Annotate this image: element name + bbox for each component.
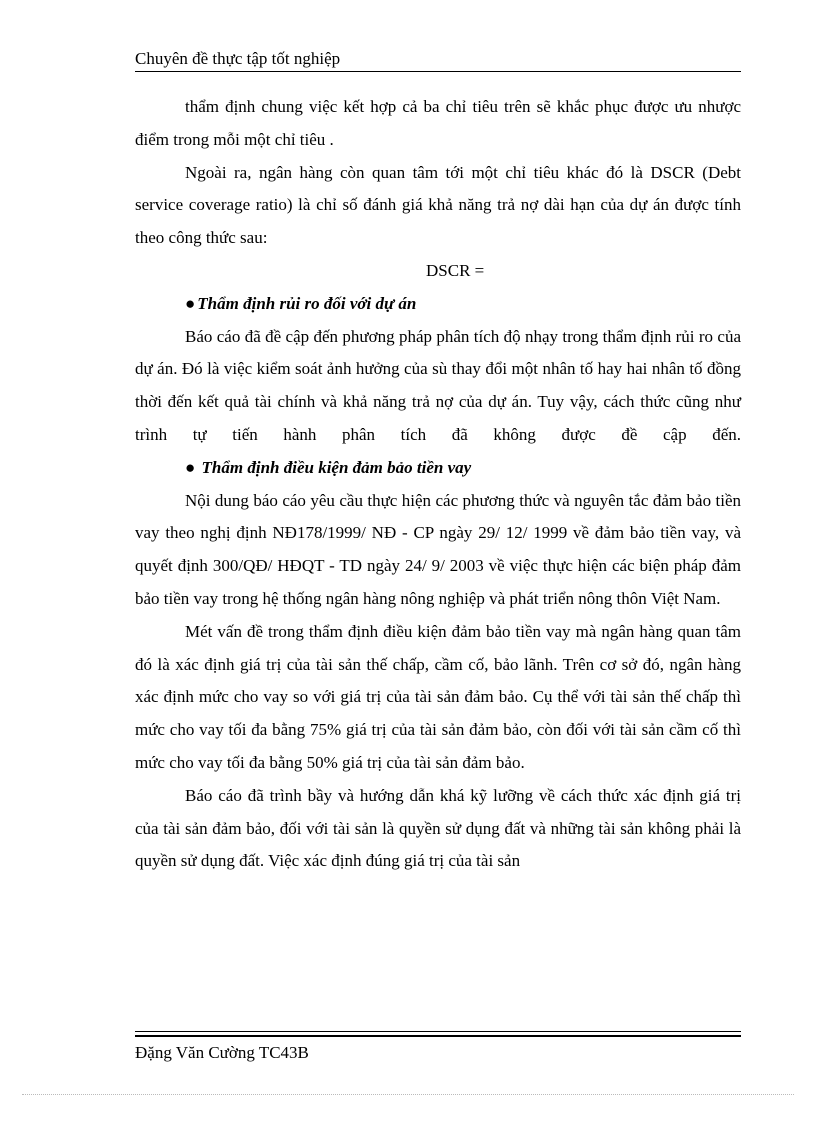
paragraph-1: thẩm định chung việc kết hợp cả ba chỉ tiêu trên sẽ khắc phục được ưu nhược điểm trong mỗi một chỉ tiêu .	[135, 97, 741, 149]
heading-text: Thẩm định rủi ro đối với dự án	[197, 293, 417, 313]
paragraph-2: Ngoài ra, ngân hàng còn quan tâm tới một chỉ tiêu khác đó là DSCR (Debt service coverage ratio) là chỉ số đánh giá khả năng trả nợ dài hạn của dự án được tính theo công thức sau:	[135, 162, 741, 248]
dscr-formula: DSCR =	[426, 260, 485, 280]
footer-rule-thin	[135, 1031, 741, 1032]
bullet-icon: ●	[185, 293, 196, 313]
paragraph-4: Nội dung báo cáo yêu cầu thực hiện các phương thức và nguyên tắc đảm bảo tiền vay theo nghị định NĐ178/1999/ NĐ - CP ngày 29/ 12/ 1999 về đảm bảo tiền vay, và quyết định 300/QĐ/ HĐQT - TD ngày 24/ 9/ 2003 về việc thực hiện các biện pháp đảm bảo tiền vay trong hệ thống ngân hàng nông nghiệp và phát triển nông thôn Việt Nam.	[135, 490, 741, 608]
heading-text: Thẩm định điều kiện đảm bảo tiền vay	[201, 457, 472, 477]
footer-rule-thick	[135, 1035, 741, 1037]
paragraph-3: Báo cáo đã đề cập đến phương pháp phân tích độ nhạy trong thẩm định rủi ro của dự án. Đó là việc kiểm soát ảnh hưởng của sù thay đổi một nhân tố hay hai nhân tố đồng thời đến kết quả tài chính và khả năng trả nợ của dự án. Tuy vậy, cách thức cũng như trình tự tiến hành phân tích đã không được đề cập đến.	[135, 326, 741, 444]
section-heading-collateral	[135, 452, 741, 485]
header-rule	[135, 71, 741, 72]
paragraph-5: Mét vấn đề trong thẩm định điều kiện đảm bảo tiền vay mà ngân hàng quan tâm đó là xác định giá trị của tài sản thế chấp, cầm cố, bảo lãnh. Trên cơ sở đó, ngân hàng xác định mức cho vay so với giá trị của tài sản đảm bảo. Cụ thể với tài sản thế chấp thì mức cho vay tối đa bằng 75% giá trị của tài sản đảm bảo, còn đối với tài sản cầm cố thì mức cho vay tối đa bằng 50% giá trị của tài sản đảm bảo.	[135, 621, 741, 772]
bullet-icon: ●	[185, 457, 196, 477]
document-body	[135, 91, 741, 878]
paragraph-6: Báo cáo đã trình bầy và hướng dẫn khá kỹ lưỡng về cách thức xác định giá trị của tài sản đảm bảo, đối với tài sản là quyền sử dụng đất và những tài sản không phải là quyền sử dụng đất. Việc xác định đúng giá trị của tài sản	[135, 785, 741, 871]
page-header-title: Chuyên đề thực tập tốt nghiệp	[135, 49, 341, 68]
page-footer-author: Đặng Văn Cường TC43B	[135, 1043, 309, 1062]
section-heading-risk	[135, 288, 741, 321]
page-edge-divider	[22, 1094, 794, 1095]
